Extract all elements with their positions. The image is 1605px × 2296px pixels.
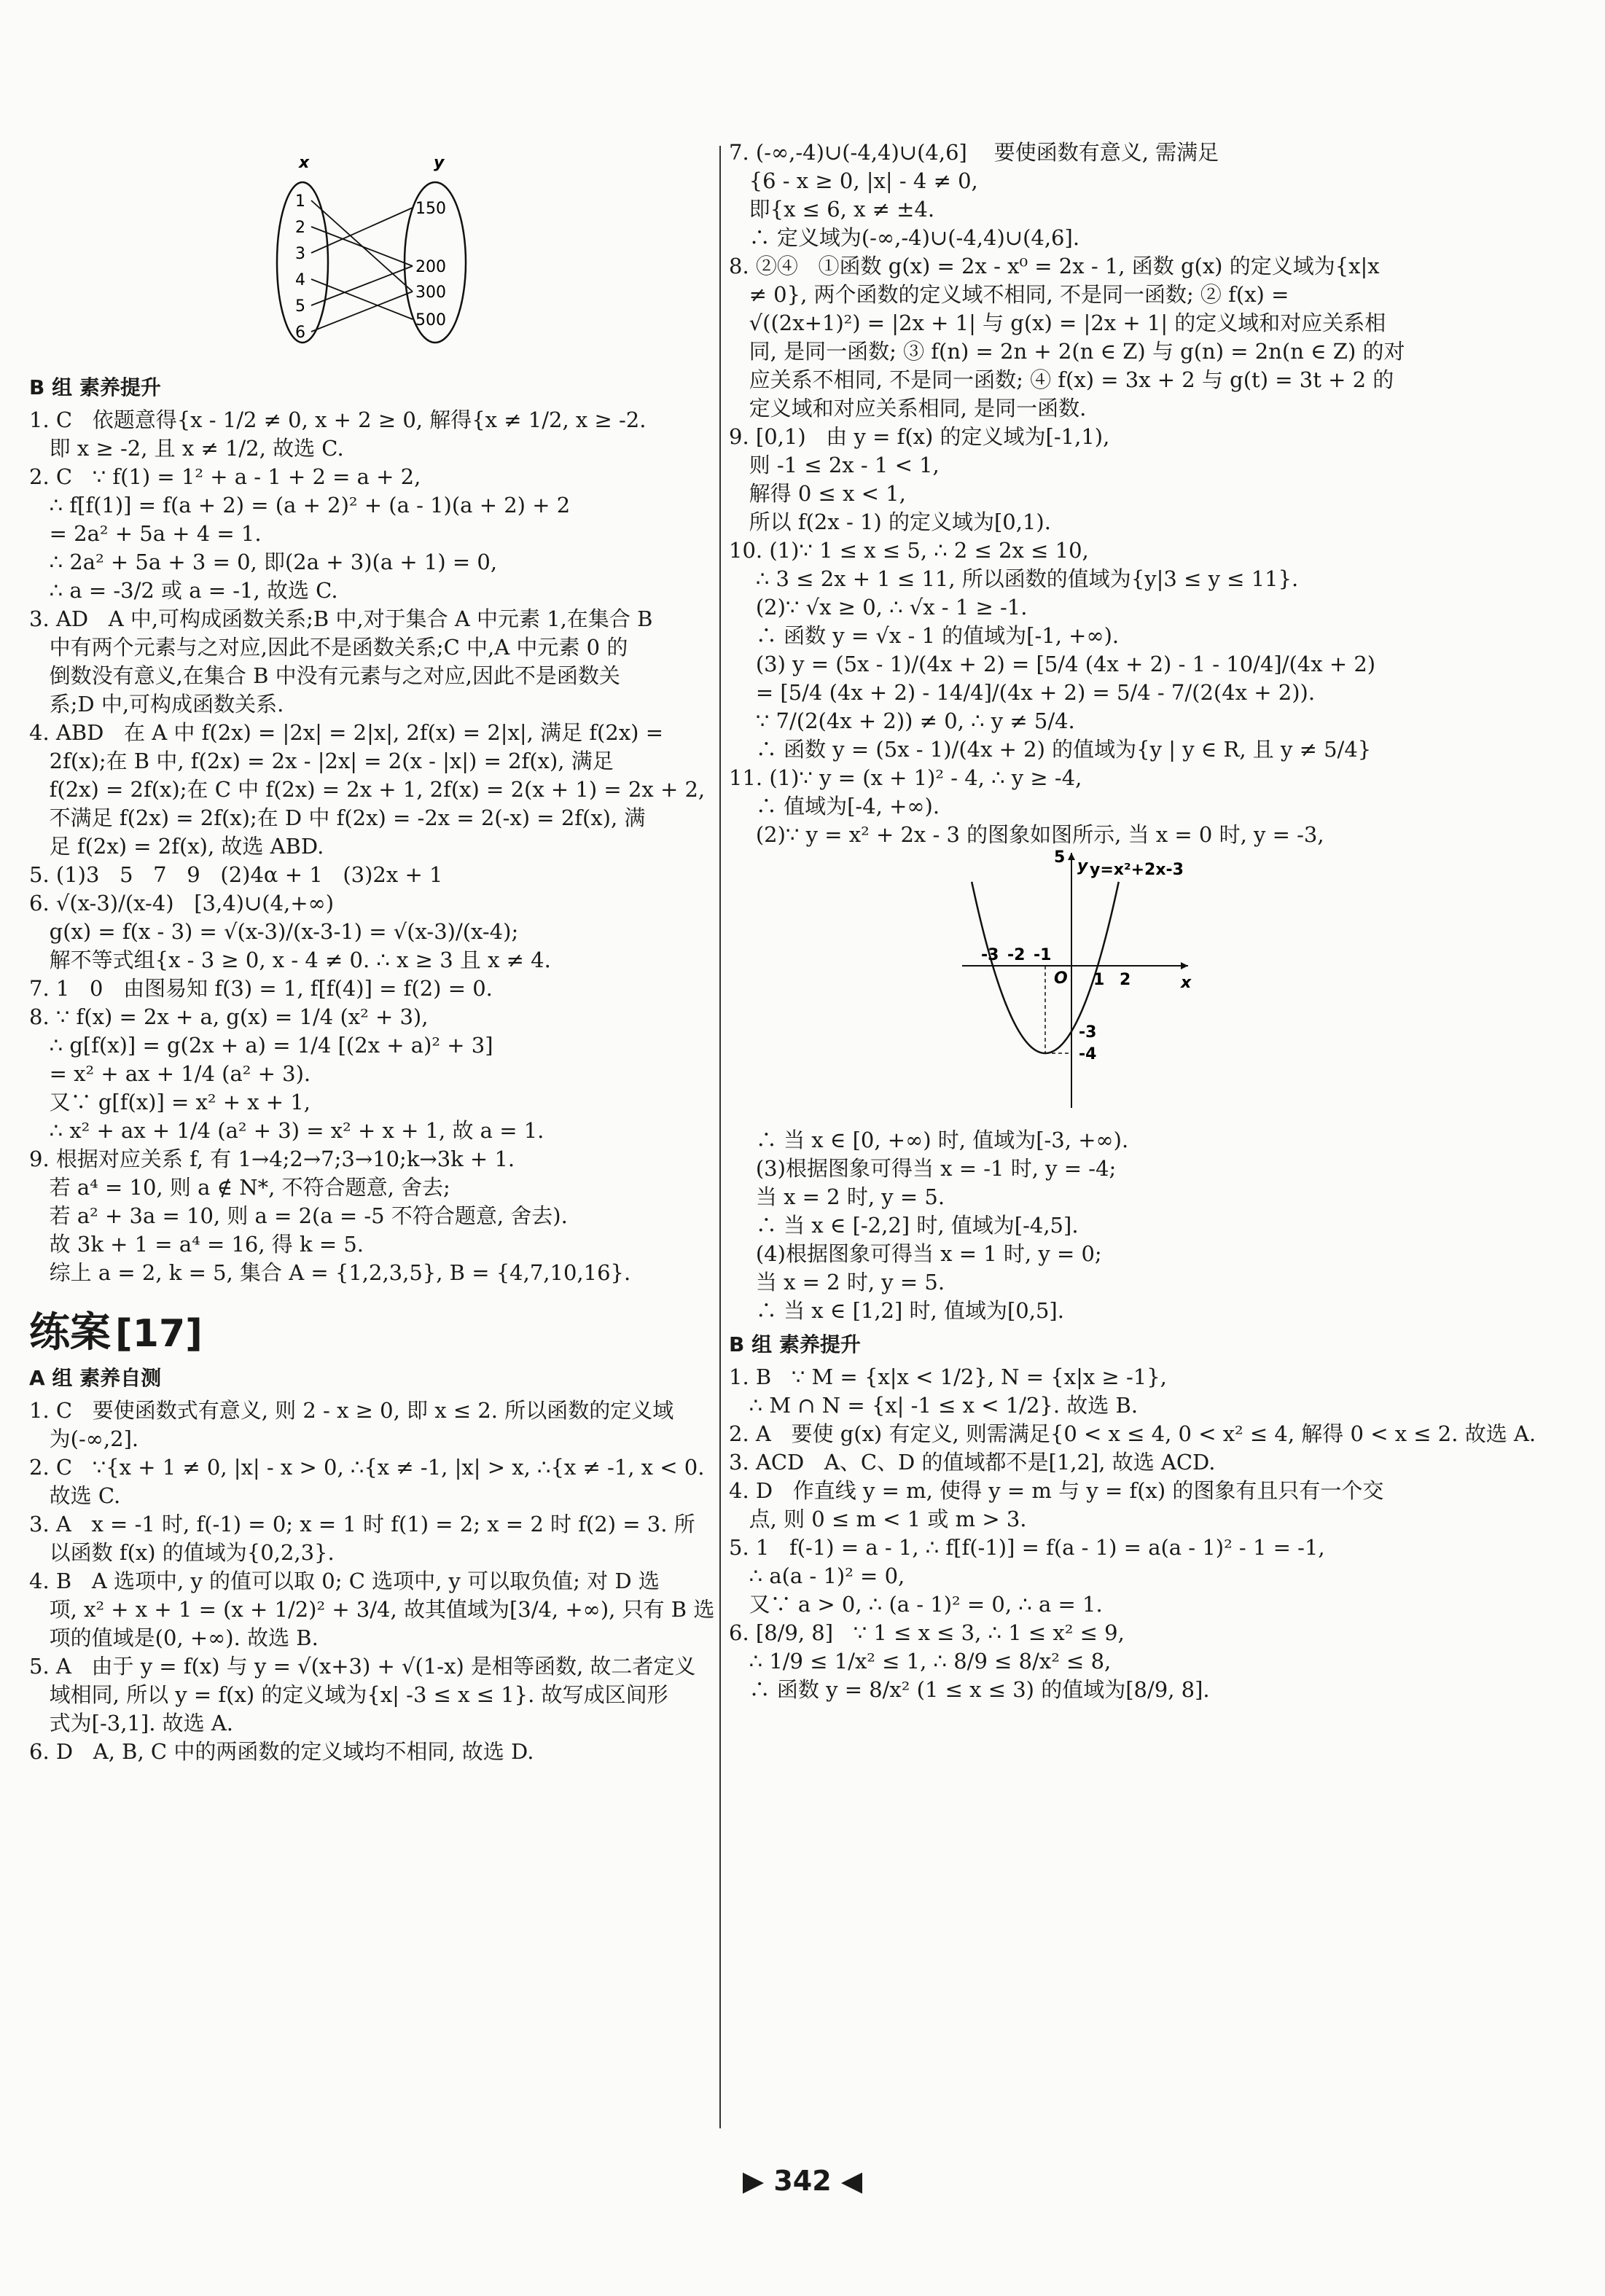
answer-line: 2. C ∵{x + 1 ≠ 0, |x| - x > 0, ∴{x ≠ -1, |x| > x, ∴{x ≠ -1, x < 0. (29, 1455, 705, 1480)
answer-line: (4)根据图象可得当 x = 1 时, y = 0; (729, 1241, 1102, 1266)
answer-line: 6. [8/9, 8] ∵ 1 ≤ x ≤ 3, ∴ 1 ≤ x² ≤ 9, (729, 1620, 1125, 1645)
answer-line: 5. 1 f(-1) = a - 1, ∴ f[f(-1)] = f(a - 1) = a(a - 1)² - 1 = -1, (729, 1535, 1325, 1560)
answer-line: 8. ∵ f(x) = 2x + a, g(x) = 1/4 (x² + 3), (29, 1004, 429, 1029)
answer-line: = [5/4 (4x + 2) - 14/4]/(4x + 2) = 5/4 - 7/(2(4x + 2)). (729, 680, 1316, 705)
y-axis-arrow (1068, 853, 1075, 860)
x-element-1: 1 (295, 192, 305, 211)
x-tick-1: 1 (1093, 971, 1105, 989)
answer-line: f(2x) = 2f(x);在 C 中 f(2x) = 2x + 1, 2f(x) = 2(x + 1) = 2x + 2, (29, 777, 706, 802)
answer-line: ∴ 当 x ∈ [0, +∞) 时, 值域为[-3, +∞). (729, 1128, 1129, 1152)
answer-line: 式为[-3,1]. 故选 A. (29, 1711, 234, 1735)
answer-line: g(x) = f(x - 3) = √(x-3)/(x-3-1) = √(x-3)/(x-4); (29, 919, 519, 944)
answer-line: 应关系不相同, 不是同一函数; ④ f(x) = 3x + 2 与 g(t) = 3t + 2 的 (729, 367, 1394, 392)
x-element-6: 6 (295, 324, 305, 342)
answer-line: 6. D A, B, C 中的两函数的定义域均不相同, 故选 D. (29, 1739, 534, 1764)
answer-line: 3. AD A 中,可构成函数关系;B 中,对于集合 A 中元素 1,在集合 B (29, 606, 653, 631)
y-tick--3: -3 (1079, 1023, 1097, 1042)
parabola-graph-container (729, 849, 1545, 1126)
x-element-2: 2 (295, 219, 305, 237)
answer-line: 6. √(x-3)/(x-4) [3,4)∪(4,+∞) (29, 891, 335, 915)
set-y-label: y (434, 154, 445, 172)
x-tick--3: -3 (981, 946, 999, 964)
answer-line: 足 f(2x) = 2f(x), 故选 ABD. (29, 834, 324, 859)
answer-line: 即 x ≥ -2, 且 x ≠ 1/2, 故选 C. (29, 436, 344, 461)
origin-label: O (1054, 969, 1068, 988)
answer-line: 解得 0 ≤ x < 1, (729, 481, 906, 506)
answer-line: ∴ 函数 y = √x - 1 的值域为[-1, +∞). (729, 623, 1120, 648)
answer-line: ∴ g[f(x)] = g(2x + a) = 1/4 [(2x + a)² + 3] (29, 1033, 493, 1058)
y-element-500: 500 (415, 311, 446, 329)
answer-line: ∴ M ∩ N = {x| -1 ≤ x < 1/2}. 故选 B. (729, 1393, 1139, 1418)
column-divider (719, 146, 721, 2128)
answer-line: ∴ 当 x ∈ [1,2] 时, 值域为[0,5]. (729, 1298, 1064, 1323)
right-column (729, 138, 1545, 1704)
answer-line: 故 3k + 1 = a⁴ = 16, 得 k = 5. (29, 1232, 364, 1257)
set-x-label: x (299, 154, 310, 172)
y-tick--4: -4 (1079, 1045, 1097, 1063)
answer-line: ∴ a(a - 1)² = 0, (729, 1563, 905, 1588)
mapping-diagram (251, 138, 470, 357)
answer-line: ∵ 7/(2(4x + 2)) ≠ 0, ∴ y ≠ 5/4. (729, 708, 1075, 733)
x-axis-arrow (1181, 962, 1188, 969)
answer-line: ∴ 2a² + 5a + 3 = 0, 即(2a + 3)(a + 1) = 0, (29, 550, 498, 574)
answer-line: 1. B ∵ M = {x|x < 1/2}, N = {x|x ≥ -1}, (729, 1364, 1167, 1389)
exercise-set-number: [17] (115, 1312, 203, 1356)
answer-line: 当 x = 2 时, y = 5. (729, 1184, 945, 1209)
answer-line: 即{x ≤ 6, x ≠ ±4. (729, 197, 935, 222)
y-tick-5: 5 (1054, 849, 1066, 867)
section-heading: A 组 素养自测 (29, 1366, 162, 1390)
answer-line: 不满足 f(2x) = 2f(x);在 D 中 f(2x) = -2x = 2(-x) = 2f(x), 满 (29, 805, 646, 830)
parabola-graph (948, 849, 1297, 1119)
answer-line: 为(-∞,2]. (29, 1426, 139, 1451)
answer-line: 倒数没有意义,在集合 B 中没有元素与之对应,因此不是函数关 (29, 663, 620, 688)
answer-line: 3. ACD A、C、D 的值域都不是[1,2], 故选 ACD. (729, 1450, 1216, 1475)
answer-line: ∴ 当 x ∈ [-2,2] 时, 值域为[-4,5]. (729, 1213, 1079, 1238)
left-column (29, 368, 715, 1766)
answer-line: 2f(x);在 B 中, f(2x) = 2x - |2x| = 2(x - |x|) = 2f(x), 满足 (29, 749, 614, 773)
answer-line: = 2a² + 5a + 4 = 1. (29, 521, 262, 546)
answer-line: 2. A 要使 g(x) 有定义, 则需满足{0 < x ≤ 4, 0 < x² ≤ 4, 解得 0 < x ≤ 2. 故选 A. (729, 1421, 1536, 1446)
answer-line: 综上 a = 2, k = 5, 集合 A = {1,2,3,5}, B = {4,7,10,16}. (29, 1260, 631, 1285)
answer-line: 9. [0,1) 由 y = f(x) 的定义域为[-1,1), (729, 424, 1110, 449)
answer-line: 7. (-∞,-4)∪(-4,4)∪(4,6] 要使函数有意义, 需满足 (729, 140, 1219, 165)
answer-line: 所以 f(2x - 1) 的定义域为[0,1). (729, 509, 1051, 534)
answer-line: 8. ②④ ①函数 g(x) = 2x - x⁰ = 2x - 1, 函数 g(x) 的定义域为{x|x (729, 254, 1380, 278)
answer-line: ∴ 函数 y = (5x - 1)/(4x + 2) 的值域为{y | y ∈ R, 且 y ≠ 5/4} (729, 737, 1372, 762)
exercise-set-heading (29, 1300, 707, 1359)
answer-line: 解不等式组{x - 3 ≥ 0, x - 4 ≠ 0. ∴ x ≥ 3 且 x ≠ 4. (29, 948, 551, 972)
answer-line: 9. 根据对应关系 f, 有 1→4;2→7;3→10;k→3k + 1. (29, 1147, 515, 1171)
section-heading: B 组 素养提升 (29, 375, 161, 399)
answer-line: √((2x+1)²) = |2x + 1| 与 g(x) = |2x + 1| 的定义域和对应关系相 (729, 311, 1386, 335)
answer-line: {6 - x ≥ 0, |x| - 4 ≠ 0, (729, 168, 978, 193)
x-axis-label: x (1181, 974, 1192, 992)
answer-line: (2)∵ √x ≥ 0, ∴ √x - 1 ≥ -1. (729, 595, 1028, 620)
answer-line: 系;D 中,可构成函数关系. (29, 692, 284, 716)
x-element-4: 4 (295, 271, 305, 289)
answer-line: 4. ABD 在 A 中 f(2x) = |2x| = 2|x|, 2f(x) = 2|x|, 满足 f(2x) = (29, 720, 664, 745)
answer-line: ∴ x² + ax + 1/4 (a² + 3) = x² + x + 1, 故 a = 1. (29, 1118, 544, 1143)
answer-line: 又∵ a > 0, ∴ (a - 1)² = 0, ∴ a = 1. (729, 1592, 1103, 1617)
y-element-200: 200 (415, 258, 446, 276)
answer-line: 1. C 依题意得{x - 1/2 ≠ 0, x + 2 ≥ 0, 解得{x ≠ 1/2, x ≥ -2. (29, 407, 647, 432)
y-axis-label: y (1077, 857, 1088, 875)
x-tick--1: -1 (1034, 946, 1052, 964)
answer-line: (2)∵ y = x² + 2x - 3 的图象如图所示, 当 x = 0 时, y = -3, (729, 822, 1324, 847)
y-element-300: 300 (415, 284, 446, 302)
x-tick--2: -2 (1007, 946, 1026, 964)
answer-line: (3)根据图象可得当 x = -1 时, y = -4; (729, 1156, 1117, 1181)
answer-line: ∴ 定义域为(-∞,-4)∪(-4,4)∪(4,6]. (729, 225, 1080, 250)
answer-line: 中有两个元素与之对应,因此不是函数关系;C 中,A 中元素 0 的 (29, 635, 628, 660)
answer-line: 5. A 由于 y = f(x) 与 y = √(x+3) + √(1-x) 是相等函数, 故二者定义 (29, 1654, 696, 1679)
answer-line: 故选 C. (29, 1483, 121, 1508)
page-number: ▶ 342 ◀ (742, 2165, 863, 2197)
answer-line: ∴ 函数 y = 8/x² (1 ≤ x ≤ 3) 的值域为[8/9, 8]. (729, 1677, 1210, 1702)
x-tick-2: 2 (1120, 971, 1131, 989)
answer-line: 4. D 作直线 y = m, 使得 y = m 与 y = f(x) 的图象有且只有一个交 (729, 1478, 1384, 1503)
curve-label: y=x²+2x-3 (1090, 861, 1184, 879)
answer-line: ∴ 3 ≤ 2x + 1 ≤ 11, 所以函数的值域为{y|3 ≤ y ≤ 11}. (729, 566, 1299, 591)
mapping-arrow (311, 292, 413, 332)
x-element-5: 5 (295, 297, 305, 316)
answer-line: 2. C ∵ f(1) = 1² + a - 1 + 2 = a + 2, (29, 464, 421, 489)
answer-line: 10. (1)∵ 1 ≤ x ≤ 5, ∴ 2 ≤ 2x ≤ 10, (729, 538, 1089, 563)
answer-line: 11. (1)∵ y = (x + 1)² - 4, ∴ y ≥ -4, (729, 765, 1082, 790)
answer-line: 同, 是同一函数; ③ f(n) = 2n + 2(n ∈ Z) 与 g(n) = 2n(n ∈ Z) 的对 (729, 339, 1405, 364)
exercise-set-title: 练案 (29, 1309, 111, 1356)
answer-line: 若 a⁴ = 10, 则 a ∉ N*, 不符合题意, 舍去; (29, 1175, 450, 1200)
answer-line: 4. B A 选项中, y 的值可以取 0; C 选项中, y 可以取负值; 对 D 选 (29, 1569, 660, 1593)
answer-line: 3. A x = -1 时, f(-1) = 0; x = 1 时 f(1) = 2; x = 2 时 f(2) = 3. 所 (29, 1512, 695, 1536)
answer-line: 项, x² + x + 1 = (x + 1/2)² + 3/4, 故其值域为[3/4, +∞), 只有 B 选 (29, 1597, 715, 1622)
answer-line: (3) y = (5x - 1)/(4x + 2) = [5/4 (4x + 2) - 1 - 10/4]/(4x + 2) (729, 652, 1376, 676)
answer-line: 1. C 要使函数式有意义, 则 2 - x ≥ 0, 即 x ≤ 2. 所以函数的定义域 (29, 1398, 674, 1423)
answer-line: 点, 则 0 ≤ m < 1 或 m > 3. (729, 1507, 1027, 1531)
x-element-3: 3 (295, 245, 305, 263)
answer-line: ∴ f[f(1)] = f(a + 2) = (a + 2)² + (a - 1)(a + 2) + 2 (29, 493, 571, 518)
answer-line: ≠ 0}, 两个函数的定义域不相同, 不是同一函数; ② f(x) = (729, 282, 1289, 307)
answer-line: 当 x = 2 时, y = 5. (729, 1270, 945, 1295)
answer-line: 又∵ g[f(x)] = x² + x + 1, (29, 1090, 311, 1114)
answer-line: 5. (1)3 5 7 9 (2)4α + 1 (3)2x + 1 (29, 862, 443, 887)
answer-line: 项的值域是(0, +∞). 故选 B. (29, 1625, 319, 1650)
answer-line: 若 a² + 3a = 10, 则 a = 2(a = -5 不符合题意, 舍去). (29, 1203, 568, 1228)
y-element-150: 150 (415, 200, 446, 218)
answer-line: 则 -1 ≤ 2x - 1 < 1, (729, 453, 940, 477)
section-heading: B 组 素养提升 (729, 1332, 861, 1356)
answer-line: = x² + ax + 1/4 (a² + 3). (29, 1061, 311, 1086)
answer-line: 域相同, 所以 y = f(x) 的定义域为{x| -3 ≤ x ≤ 1}. 故写成区间形 (29, 1682, 668, 1707)
answer-line: 以函数 f(x) 的值域为{0,2,3}. (29, 1540, 335, 1565)
answer-line: 7. 1 0 由图易知 f(3) = 1, f[f(4)] = f(2) = 0. (29, 976, 493, 1001)
answer-line: ∴ 值域为[-4, +∞). (729, 794, 940, 819)
answer-line: 定义域和对应关系相同, 是同一函数. (729, 396, 1087, 421)
answer-line: ∴ a = -3/2 或 a = -1, 故选 C. (29, 578, 338, 603)
answer-line: ∴ 1/9 ≤ 1/x² ≤ 1, ∴ 8/9 ≤ 8/x² ≤ 8, (729, 1649, 1112, 1674)
